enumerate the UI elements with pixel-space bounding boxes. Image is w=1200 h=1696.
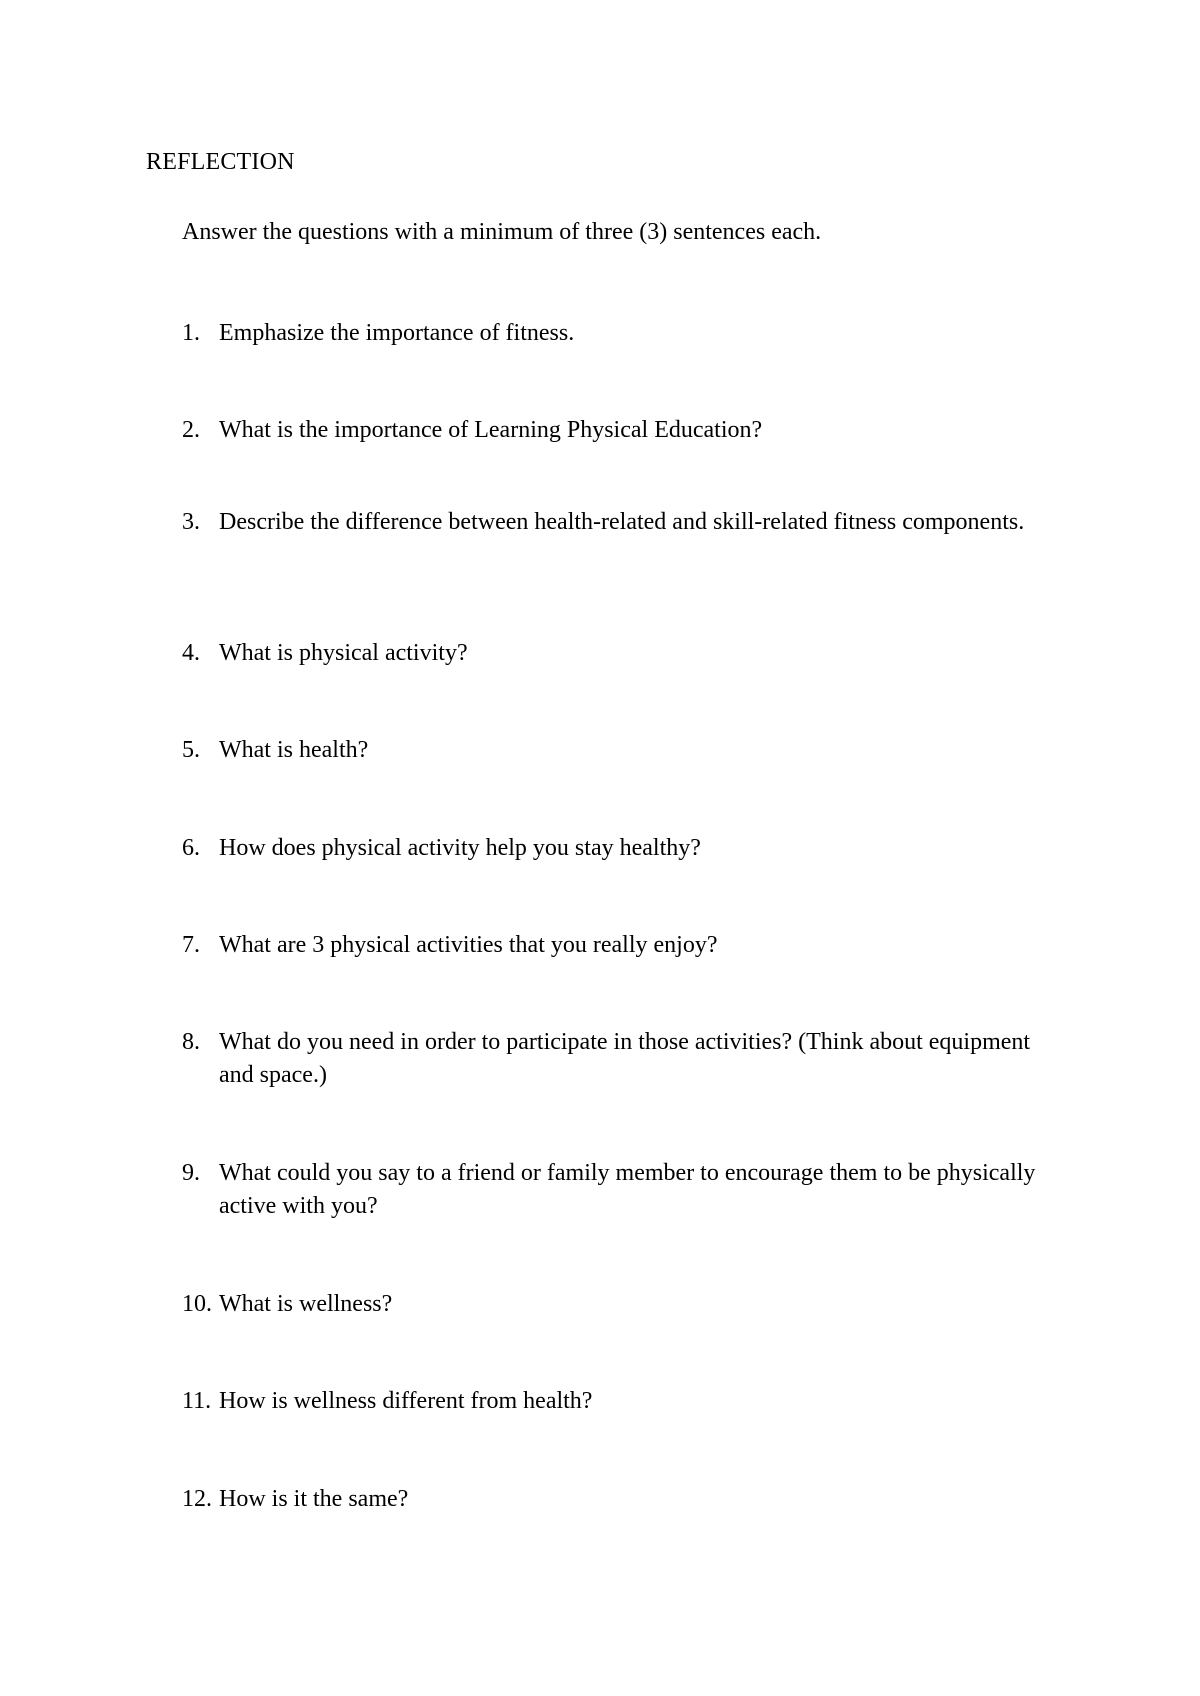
question-text: How is wellness different from health? [219, 1388, 593, 1414]
question-item-1 [182, 317, 1042, 350]
question-item-10 [182, 1288, 1042, 1321]
question-item-12 [182, 1483, 1042, 1516]
question-number: 6. [182, 835, 200, 861]
question-item-7 [182, 929, 1042, 962]
question-number: 5. [182, 737, 200, 763]
question-text: What are 3 physical activities that you really enjoy? [219, 932, 718, 958]
page-title: REFLECTION [146, 149, 295, 175]
question-number: 10. [182, 1291, 212, 1317]
question-number: 4. [182, 640, 200, 666]
question-text: How does physical activity help you stay healthy? [219, 835, 701, 861]
question-text: What could you say to a friend or family member to encourage them to be physically active with you? [219, 1160, 1036, 1219]
question-number: 2. [182, 417, 200, 443]
question-item-4 [182, 637, 1042, 670]
question-text: What is physical activity? [219, 640, 468, 666]
question-item-3 [182, 506, 1042, 539]
question-number: 11. [182, 1388, 212, 1414]
question-text: What is the importance of Learning Physical Education? [219, 417, 763, 443]
question-number: 12. [182, 1486, 212, 1512]
question-text: What do you need in order to participate in those activities? (Think about equipment and space.) [219, 1029, 1031, 1088]
question-item-8 [182, 1026, 1042, 1092]
question-item-2 [182, 414, 1042, 447]
question-text: How is it the same? [219, 1486, 409, 1512]
question-item-5 [182, 734, 1042, 767]
question-item-6 [182, 832, 1042, 865]
question-number: 8. [182, 1029, 200, 1055]
question-number: 1. [182, 320, 200, 346]
question-number: 7. [182, 932, 200, 958]
question-text: Describe the difference between health-related and skill-related fitness components. [219, 509, 1025, 535]
question-number: 9. [182, 1160, 200, 1186]
question-text: What is wellness? [219, 1291, 393, 1317]
question-number: 3. [182, 509, 200, 535]
question-item-9 [182, 1157, 1042, 1223]
question-text: What is health? [219, 737, 369, 763]
question-text: Emphasize the importance of fitness. [219, 320, 575, 346]
instructions-text: Answer the questions with a minimum of three (3) sentences each. [182, 219, 822, 245]
question-item-11 [182, 1385, 1042, 1418]
